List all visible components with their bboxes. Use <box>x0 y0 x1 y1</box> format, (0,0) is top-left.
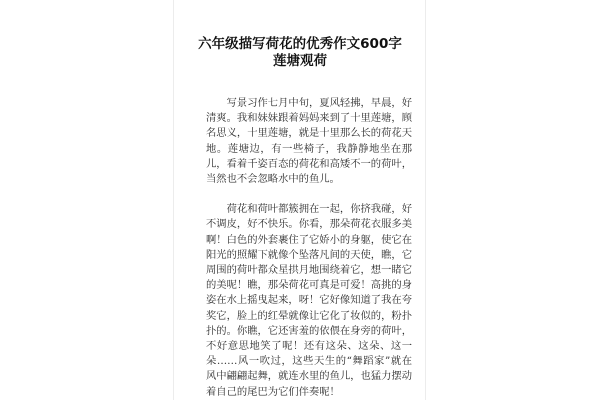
paragraph-2: 荷花和荷叶都簇拥在一起，你挤我碰，好不调皮，好不快乐。你看，那朵荷花衣服多美啊！白色的外套裹住了它娇小的身躯，使它在阳光的照耀下就像个坠落凡间的天使，瞧，它周围的荷叶都众星拱月地围绕着它，想一睹它的美呢！瞧，那朵荷花可真是可爱！高挑的身姿在水上摇曳起来，呀！它好像知道了我在夸奖它，脸上的红晕就像让它化了妆似的，粉扑扑的。你瞧，它还害羞的依偎在身旁的荷叶，不好意思地笑了呢！还有这朵、这朵、这一朵……风一吹过，这些天生的“舞蹈家”就在风中翩翩起舞，就连水里的鱼儿，也猛力摆动着自己的尾巴为它们伴奏呢！ <box>206 203 412 398</box>
document-body <box>206 96 412 400</box>
paragraph-1: 写景习作七月中旬，夏风轻拂，早晨，好清爽。我和妹妹跟着妈妈来到了十里莲塘，顾名思义，十里莲塘，就是十里那么长的荷花天地。莲塘边，有一些椅子，我静静地坐在那儿，看着千姿百态的荷花和高矮不一的荷叶，当然也不会忽略水中的鱼儿。 <box>206 97 412 186</box>
document-title: 六年级描写荷花的优秀作文600字 莲塘观荷 <box>198 36 402 69</box>
page-left-border <box>173 0 174 400</box>
page-right-border <box>425 0 426 400</box>
